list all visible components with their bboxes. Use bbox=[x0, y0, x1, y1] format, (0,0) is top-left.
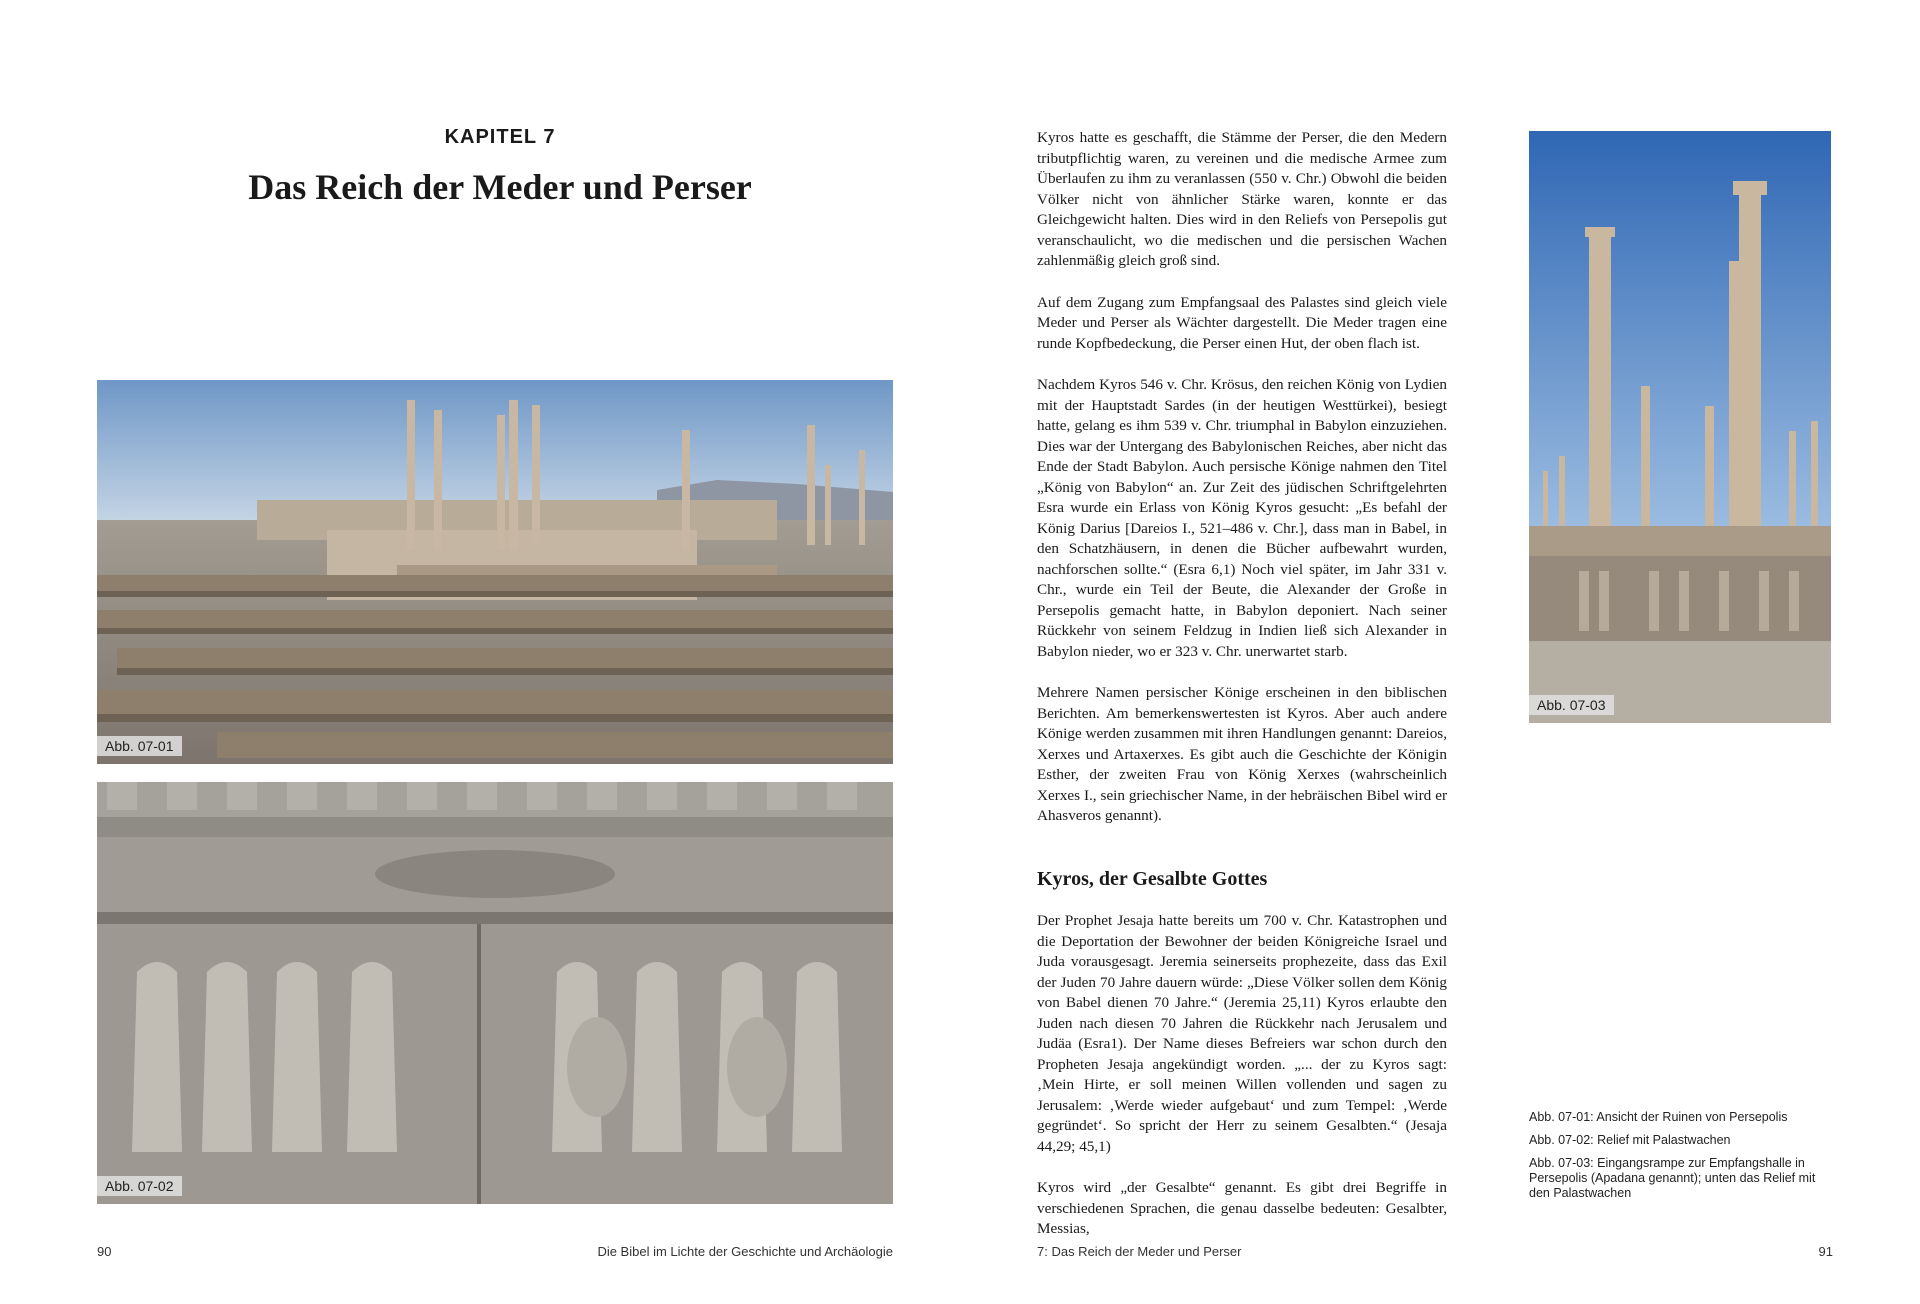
body-text-column bbox=[1037, 128, 1447, 1261]
caption-07-01: Abb. 07-01: Ansicht der Ruinen von Persepolis bbox=[1529, 1110, 1788, 1124]
section-heading: Kyros, der Gesalbte Gottes bbox=[1037, 867, 1268, 890]
figure-captions bbox=[1529, 1110, 1829, 1209]
chapter-title: Das Reich der Meder und Perser bbox=[248, 167, 752, 207]
page-number-right: 91 bbox=[1818, 1244, 1833, 1259]
apadana-ramp-photo bbox=[1529, 131, 1831, 723]
paragraph-1: Kyros hatte es geschafft, die Stämme der Perser, die den Medern tributpflichtig waren, zu vereinen und die medische Armee zum Überlaufen zu ihm zu veranlassen (550 v. Chr.) Obwohl die beiden Völker nicht von ähnlicher Stärke waren, konnte er das Gleichgewicht halten. Dies wird in den Reliefs von Persepolis gut veranschaulicht, wo die medischen und die persischen Wachen zahlenmäßig gleich groß sind. bbox=[1037, 129, 1447, 269]
running-title-left: Die Bibel im Lichte der Geschichte und Archäologie bbox=[597, 1244, 893, 1259]
caption-07-02: Abb. 07-02: Relief mit Palastwachen bbox=[1529, 1133, 1731, 1147]
persepolis-ruins-photo bbox=[97, 380, 893, 764]
page-number-left: 90 bbox=[97, 1244, 112, 1259]
right-page bbox=[960, 0, 1920, 1304]
running-title-right: 7: Das Reich der Meder und Perser bbox=[1037, 1244, 1242, 1259]
figure-label-07-03: Abb. 07-03 bbox=[1529, 695, 1614, 715]
paragraph-2: Auf dem Zugang zum Empfangsaal des Palastes sind gleich viele Meder und Perser als Wächter dargestellt. Die Meder tragen eine runde Kopfbedeckung, die Perser einen Hut, der oben flach ist. bbox=[1037, 293, 1447, 352]
figure-label-07-01: Abb. 07-01 bbox=[97, 736, 182, 756]
chapter-kicker: KAPITEL 7 bbox=[444, 126, 556, 148]
caption-07-03: Abb. 07-03: Eingangsrampe zur Empfangshalle in Persepolis (Apadana genannt); unten das Relief mit den Palastwachen bbox=[1529, 1156, 1816, 1200]
paragraph-3: Nachdem Kyros 546 v. Chr. Krösus, den reichen König von Lydien mit der Hauptstadt Sardes (in der heutigen Westtürkei), besiegt hatte, gelang es ihm 539 v. Chr. triumphal in Babylon einzuziehen. Dies war der Untergang des Babylonischen Reiches, aber nicht das Ende der Stadt Babylon. Auch persische Könige nahmen den Titel „König von Babylon“ an. Zur Zeit des jüdischen Schriftgelehrten Esra wurde ein Erlass von König Kyros gesucht: „Es befahl der König Darius [Dareios I., 521–486 v. Chr.], dass man in Babel, in den Schatzhäusern, in denen die Bücher aufbewahrt wurden, nachforschen sollte.“ (Esra 6,1) Noch viel später, im Jahr 331 v. Chr., wurde ein Teil der Beute, die Alexander der Große in Persepolis gemacht hatte, in Babylon deponiert. Nach seiner Rückkehr von seinem Feldzug in Indien ließ sich Alexander in Babylon nieder, wo er 323 v. Chr. unerwartet starb. bbox=[1037, 376, 1447, 660]
section-paragraph-2: Kyros wird „der Gesalbte“ genannt. Es gibt drei Begriffe in verschiedenen Sprachen, die genau dasselbe bedeuten: Gesalbter, Messias, bbox=[1037, 1179, 1447, 1237]
figure-label-07-02: Abb. 07-02 bbox=[97, 1176, 182, 1196]
paragraph-4: Mehrere Namen persischer Könige erscheinen in den biblischen Berichten. Am bemerkenswertesten ist Kyros. Aber auch andere Könige werden zusammen mit ihren Handlungen genannt: Dareios, Xerxes und Artaxerxes. Es gibt auch die Geschichte der Königin Esther, der zweiten Frau von König Xerxes (wahrscheinlich Xerxes I., sein griechischer Name, in der hebräischen Bibel wird er Ahasveros genannt). bbox=[1037, 684, 1447, 824]
section-paragraph-1: Der Prophet Jesaja hatte bereits um 700 v. Chr. Katastrophen und die Deportation der Bewohner der beiden Königreiche Israel und Juda vorausgesagt. Jeremia seinerseits prophezeite, dass das Exil der Juden 70 Jahre dauern würde: „Diese Völker sollen dem König von Babel dienen 70 Jahre.“ (Jeremia 25,11) Kyros erlaubte den Juden nach diesen 70 Jahren die Rückkehr nach Jerusalem und Judäa (Esra1). Der Name dieses Befreiers war schon durch den Propheten Jesaja angekündigt worden. „... der zu Kyros sagt: ‚Mein Hirte, er soll meinen Willen vollenden und sagen zu Jerusalem: ‚Werde wieder aufgebaut‘ und zum Tempel: ‚Werde gegründet‘. So spricht der Herr zu seinem Gesalbten.“ (Jesaja 44,29; 45,1) bbox=[1037, 912, 1447, 1155]
palace-guards-relief-photo bbox=[97, 782, 893, 1204]
